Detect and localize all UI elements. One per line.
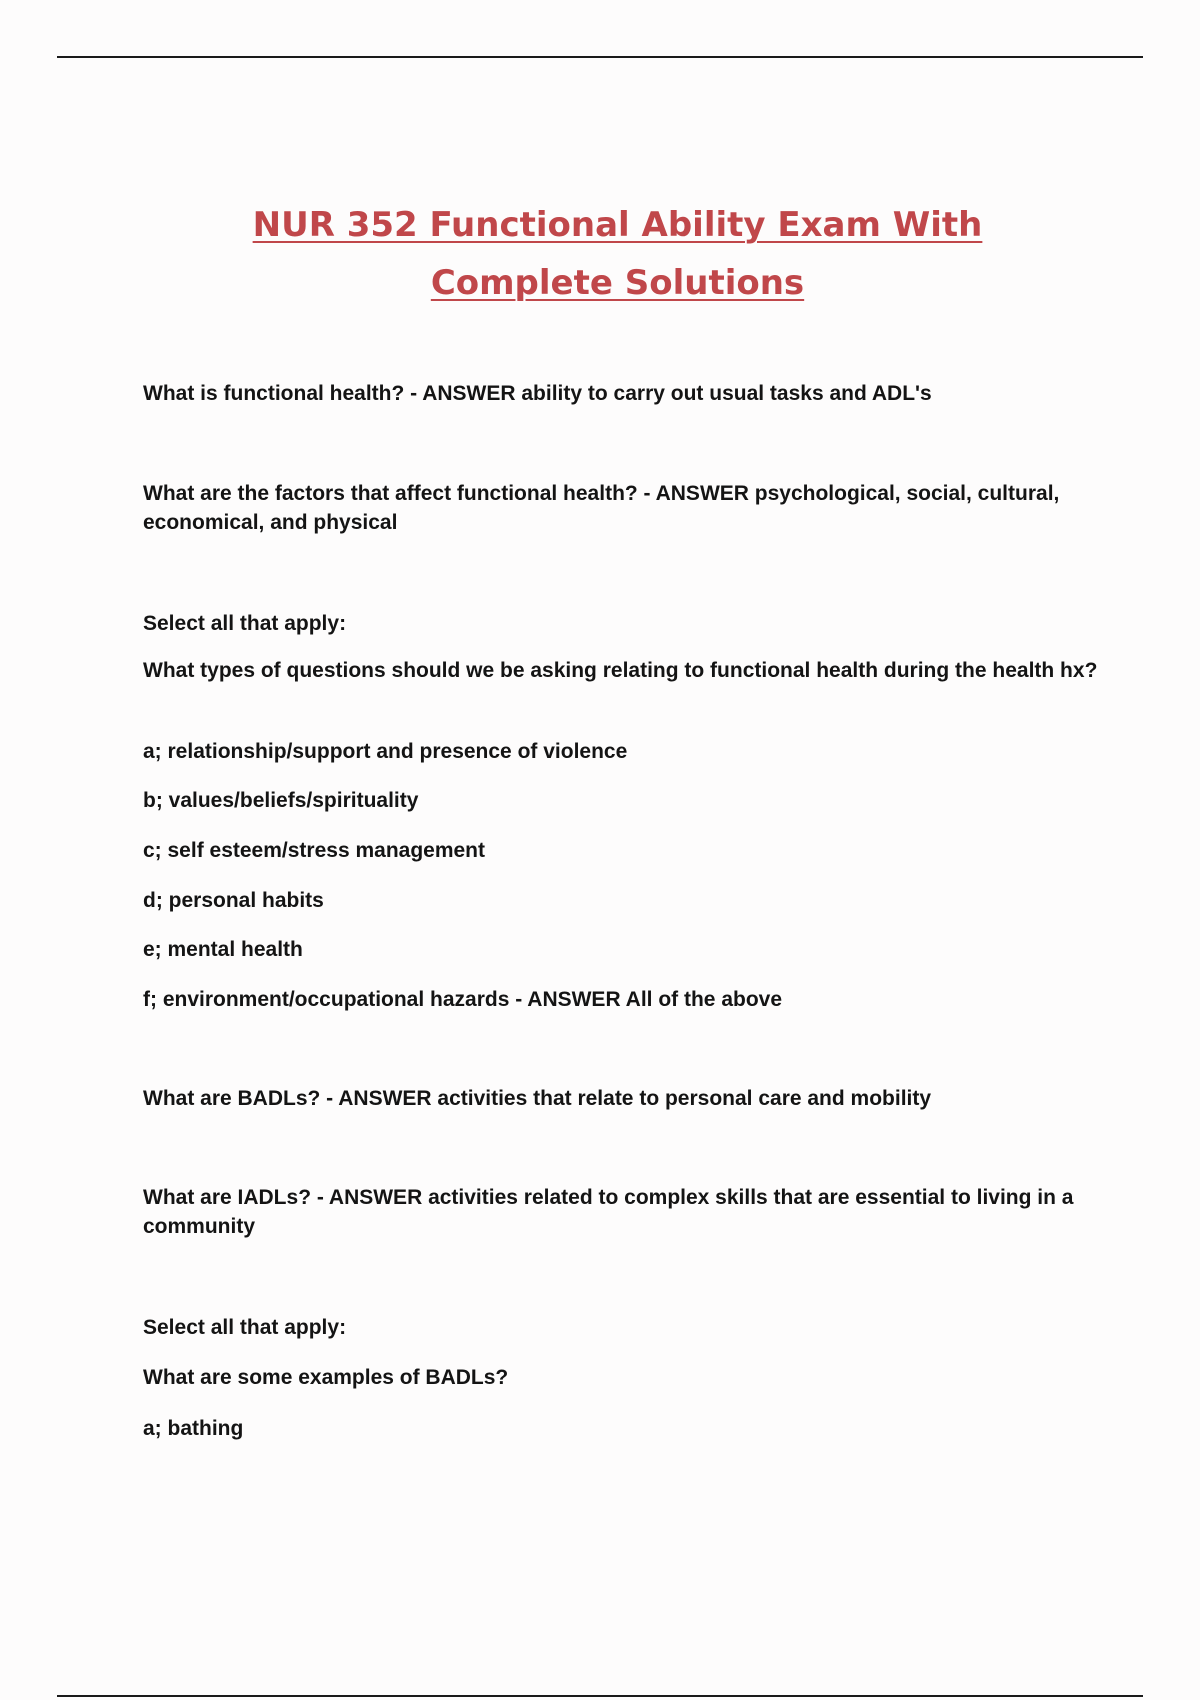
option-a: a; relationship/support and presence of violence xyxy=(143,740,628,763)
qa-functional-health: What is functional health? - ANSWER ability to carry out usual tasks and ADL's xyxy=(143,382,932,405)
header-rule xyxy=(57,56,1143,58)
question-health-hx: What types of questions should we be asking relating to functional health during the health hx? xyxy=(143,659,1098,682)
document-title xyxy=(0,196,1200,312)
option-a-bathing: a; bathing xyxy=(143,1417,244,1440)
title-line-2: Complete Solutions xyxy=(430,263,805,303)
question-badl-examples: What are some examples of BADLs? xyxy=(143,1366,509,1389)
option-e: e; mental health xyxy=(143,938,303,961)
qa-iadls: What are IADLs? - ANSWER activities related to complex skills that are essential to living in a community xyxy=(143,1186,1074,1238)
footer-rule xyxy=(57,1695,1143,1697)
select-all-label-2: Select all that apply: xyxy=(143,1316,347,1339)
title-line-1: NUR 352 Functional Ability Exam With xyxy=(252,205,983,245)
option-c: c; self esteem/stress management xyxy=(143,839,485,862)
option-d: d; personal habits xyxy=(143,889,324,912)
option-f-answer: f; environment/occupational hazards - ANSWER All of the above xyxy=(143,988,783,1011)
qa-badls: What are BADLs? - ANSWER activities that relate to personal care and mobility xyxy=(143,1087,932,1110)
qa-factors-functional-health: What are the factors that affect functional health? - ANSWER psychological, social, cultural, economical, and physical xyxy=(143,482,1060,534)
option-b: b; values/beliefs/spirituality xyxy=(143,789,419,812)
select-all-label: Select all that apply: xyxy=(143,612,347,635)
